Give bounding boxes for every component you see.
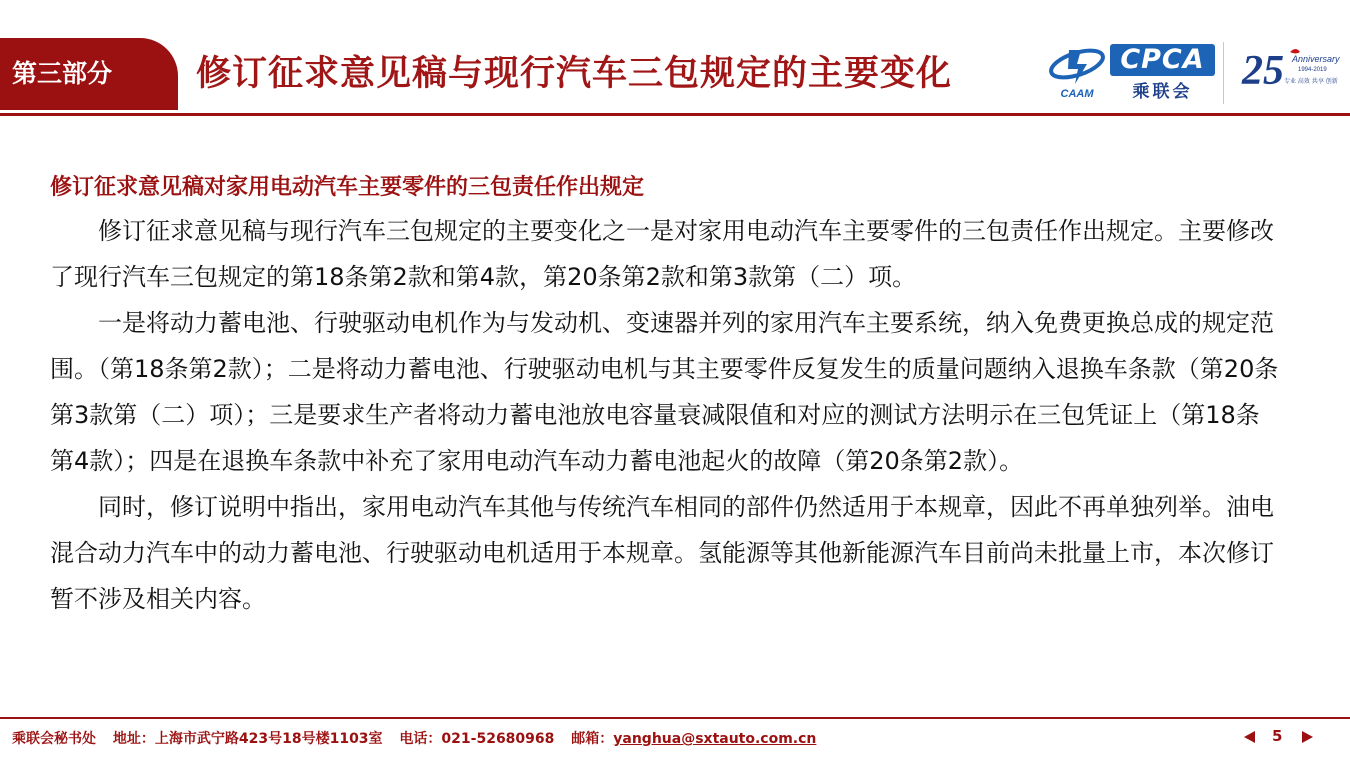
triangle-left-icon[interactable] <box>1244 731 1255 743</box>
paragraph: 同时，修订说明中指出，家用电动汽车其他与传统汽车相同的部件仍然适用于本规章，因此不再单独列举。油电混合动力汽车中的动力蓄电池、行驶驱动电机适用于本规章。氢能源等其他新能源汽车目前尚未批量上市，本次修订暂不涉及相关内容。 <box>50 493 1274 613</box>
triangle-right-icon[interactable] <box>1302 731 1313 743</box>
header-divider <box>0 113 1350 116</box>
paragraph: 一是将动力蓄电池、行驶驱动电机作为与发动机、变速器并列的家用汽车主要系统，纳入免费更换总成的规定范围。（第18条第2款）；二是将动力蓄电池、行驶驱动电机与其主要零件反复发生的质量问题纳入退换车条款（第20条第3款第（二）项）；三是要求生产者将动力蓄电池放电容量衰减限值和对应的测试方法明示在三包凭证上（第18条第4款）；四是在退换车条款中补充了家用电动汽车动力蓄电池起火的故障（第20条第2款）。 <box>50 309 1279 475</box>
slide-title: 修订征求意见稿与现行汽车三包规定的主要变化 <box>196 54 953 94</box>
caam-logo-icon <box>1047 44 1107 100</box>
anniversary-logo-icon <box>1240 40 1345 104</box>
cpca-logo-text: CPCA <box>1110 44 1215 76</box>
footer-phone: 电话：021-52680968 <box>399 731 555 747</box>
footer-email-link[interactable]: yanghua@sxtauto.com.cn <box>613 731 817 747</box>
svg-text:Anniversary: Anniversary <box>1292 54 1340 64</box>
cpca-logo-subtext: 乘联会 <box>1132 82 1193 102</box>
slide-header <box>0 0 1350 118</box>
paragraph: 修订征求意见稿与现行汽车三包规定的主要变化之一是对家用电动汽车主要零件的三包责任作出规定。主要修改了现行汽车三包规定的第18条第2款和第4款，第20条第2款和第3款第（二）项。 <box>50 217 1274 291</box>
page-number: 5 <box>1272 727 1283 745</box>
section-tab: 第三部分 <box>0 38 178 110</box>
footer-divider <box>0 717 1350 719</box>
cpca-logo-icon <box>1110 44 1215 102</box>
footer-org: 乘联会秘书处 <box>12 731 96 747</box>
logo-divider <box>1223 42 1224 104</box>
svg-text:1994-2019: 1994-2019 <box>1298 67 1327 73</box>
footer-contact <box>12 728 816 748</box>
svg-text:25: 25 <box>1242 48 1284 94</box>
content-heading: 修订征求意见稿对家用电动汽车主要零件的三包责任作出规定 <box>50 175 645 200</box>
svg-text:CAAM: CAAM <box>1060 88 1094 100</box>
slide-content <box>50 168 1290 622</box>
footer-address: 地址：上海市武宁路423号18号楼1103室 <box>112 731 383 747</box>
footer-email-label: 邮箱： <box>571 731 614 747</box>
svg-text:专业 高效 共享 创新: 专业 高效 共享 创新 <box>1284 78 1338 85</box>
